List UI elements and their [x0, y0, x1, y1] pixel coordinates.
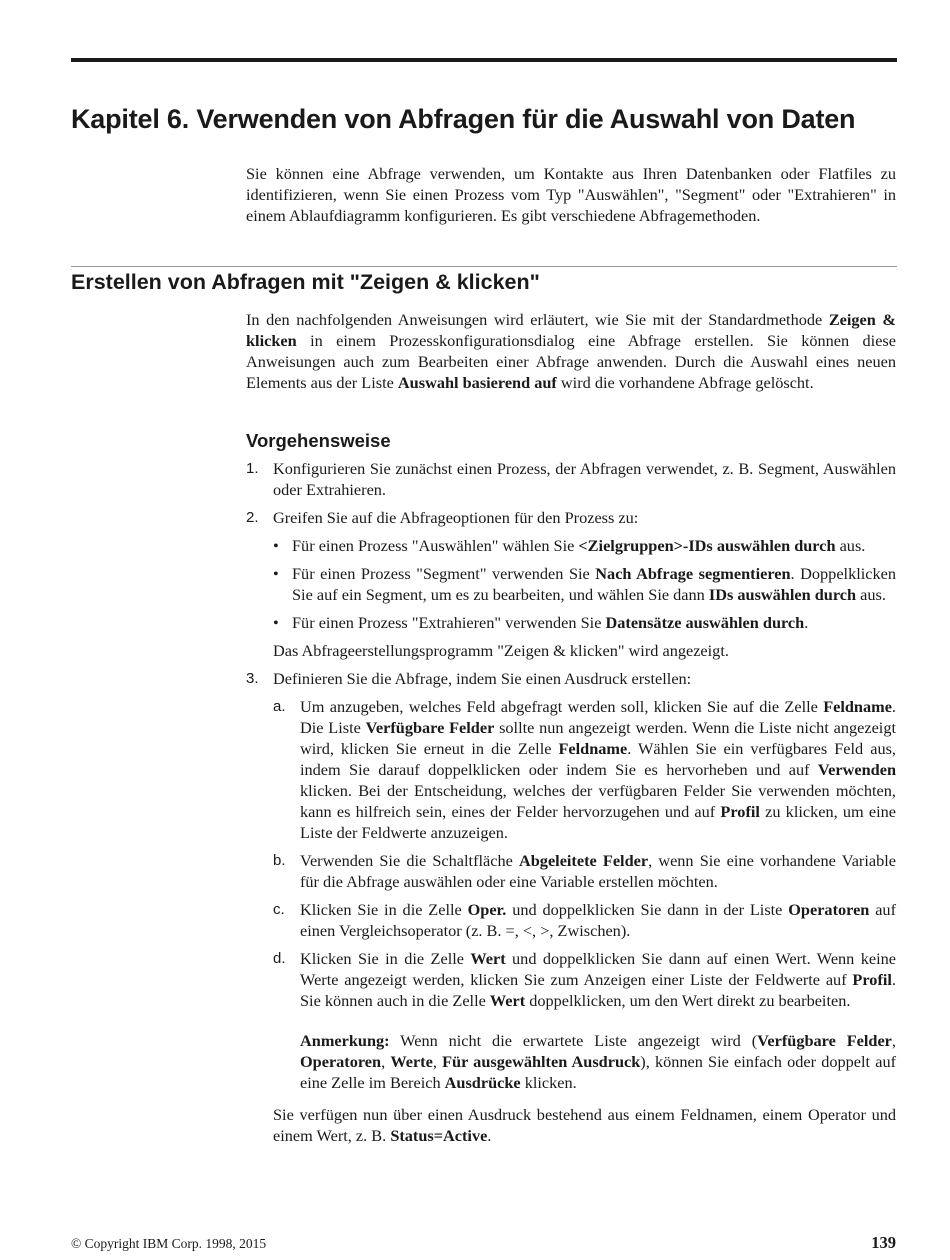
substep-d: [273, 948, 896, 1093]
step-1: [246, 458, 896, 500]
text-run: Für einen Prozess "Extrahieren" verwenden Sie: [292, 613, 606, 632]
step-number: 3.: [246, 670, 259, 687]
bold-term: Operatoren: [300, 1052, 382, 1071]
bold-term: Abgeleitete Felder: [518, 851, 649, 870]
bold-term: Datensätze auswählen durch: [605, 613, 805, 632]
text-run: klicken.: [520, 1073, 577, 1092]
text-run: . Sie können auch in die Zelle: [300, 970, 896, 1010]
text-run: In den nachfolgenden Anweisungen wird erläutert, wie Sie mit der Standardmethode: [246, 310, 829, 329]
text-run: Sie verfügen nun über einen Ausdruck bestehend aus einem Feldnamen, einem Operator und einem Wert, z. B.: [273, 1105, 896, 1145]
bold-term: Ausdrücke: [444, 1073, 521, 1092]
text-run: ,: [432, 1052, 443, 1071]
chapter-intro: Sie können eine Abfrage verwenden, um Kontakte aus Ihren Datenbanken oder Flatfiles zu identifizieren, wenn Sie einen Prozess vom Typ "Auswählen", "Segment" oder "Extrahieren" in einem Ablaufdiagramm konfigurieren. Es gibt verschiedene Abfragemethoden.: [246, 164, 896, 225]
bullet-item: [273, 535, 896, 556]
bold-term: Feldname: [558, 739, 628, 758]
chapter-title: Kapitel 6. Verwenden von Abfragen für die Auswahl von Daten: [71, 104, 856, 134]
bullet-item: [273, 612, 896, 633]
bold-term: <Zielgruppen>-IDs auswählen durch: [578, 536, 836, 555]
bold-term: Auswahl basierend auf: [397, 373, 557, 392]
bold-term: Oper.: [467, 900, 507, 919]
footer-copyright: © Copyright IBM Corp. 1998, 2015: [71, 1236, 267, 1251]
procedure-steps: [246, 458, 896, 1153]
text-run: . Doppelklicken Sie auf ein Segment, um es zu bearbeiten, und wählen Sie dann: [292, 564, 896, 604]
text-run: zu klicken, um eine Liste der Feldwerte anzuzeigen.: [300, 802, 896, 842]
text-run: Klicken Sie in die Zelle: [300, 900, 468, 919]
top-rule: [71, 58, 897, 62]
text-run: Verwenden Sie die Schaltfläche: [300, 851, 519, 870]
bullet-icon: •: [273, 536, 279, 555]
bold-term: Profil: [852, 970, 892, 989]
substep-letter: c.: [273, 901, 285, 918]
text-run: Um anzugeben, welches Feld abgefragt werden soll, klicken Sie auf die Zelle: [300, 697, 824, 716]
bold-term: Nach Abfrage segmentieren: [595, 564, 791, 583]
substep-text: [300, 899, 896, 941]
text-run: doppelklicken, um den Wert direkt zu bearbeiten.: [525, 991, 851, 1010]
substep-a: [273, 696, 896, 843]
text-run: sollte nun angezeigt werden. Wenn die Liste nicht angezeigt wird, klicken Sie erneut in die Zelle: [300, 718, 896, 758]
bold-term: Werte: [390, 1052, 433, 1071]
bold-term: Status=Active: [390, 1126, 488, 1145]
bold-term: Verfügbare Felder: [365, 718, 495, 737]
text-run: .: [804, 613, 809, 632]
step-3: [246, 668, 896, 1146]
bold-term: Feldname: [823, 697, 892, 716]
text-run: . Die Liste: [300, 697, 896, 737]
text-run: Für einen Prozess "Auswählen" wählen Sie: [292, 536, 579, 555]
substep-letter: d.: [273, 950, 286, 967]
bullet-item: [273, 563, 896, 605]
bold-term: Verwenden: [817, 760, 896, 779]
bold-term: Für ausgewählten Ausdruck: [442, 1052, 641, 1071]
text-run: in einem Prozesskonfigurationsdialog eine Abfrage erstellen. Sie können diese Anweisungen auch zum Bearbeiten einer Abfrage anwenden. Durch die Auswahl eines neuen Elements aus der Liste: [246, 331, 896, 392]
bold-term: Verfügbare Felder: [757, 1031, 892, 1050]
text-run: und doppelklicken Sie dann in der Liste: [506, 900, 789, 919]
text-run: aus.: [835, 536, 866, 555]
bullet-icon: •: [273, 564, 279, 583]
step-number: 1.: [246, 460, 259, 477]
step-result-text: Das Abfrageerstellungsprogramm "Zeigen & klicken" wird angezeigt.: [273, 641, 729, 660]
text-run: ), können Sie einfach oder doppelt auf eine Zelle im Bereich: [300, 1052, 897, 1092]
text-run: .: [487, 1126, 492, 1145]
bullet-text: [292, 535, 896, 556]
bold-term: Wert: [489, 991, 526, 1010]
section-rule: [71, 266, 897, 267]
text-run: aus.: [856, 585, 886, 604]
procedure-heading: Vorgehensweise: [246, 430, 391, 451]
bold-term: Profil: [720, 802, 760, 821]
bold-term: Wert: [470, 949, 506, 968]
step-text: Konfigurieren Sie zunächst einen Prozess, der Abfragen verwendet, z. B. Segment, Auswählen oder Extrahieren.: [273, 459, 896, 499]
substep-letter: b.: [273, 852, 286, 869]
note-label: Anmerkung:: [300, 1031, 390, 1050]
bullet-text: [292, 563, 896, 605]
page-number: 139: [871, 1233, 896, 1252]
step-result-text: [273, 1104, 896, 1146]
substep-text: [300, 850, 896, 892]
bold-term: Operatoren: [788, 900, 870, 919]
step-2: [246, 507, 896, 661]
text-run: und doppelklicken Sie dann auf einen Wert. Wenn keine Werte angezeigt werden, klicken Sie zum Anzeigen einer Liste der Feldwerte auf: [300, 949, 896, 989]
text-run: klicken. Bei der Entscheidung, welches der verfügbaren Felder Sie verwenden möchten, kann es hilfreich sein, eines der Felder hervorzugehen und auf: [300, 781, 896, 821]
text-run: auf einen Vergleichsoperator (z. B. =, <, >, Zwischen).: [300, 900, 896, 940]
text-run: ,: [381, 1052, 391, 1071]
section-intro: [246, 309, 896, 393]
substep-text: [300, 696, 896, 843]
substep-b: [273, 850, 896, 892]
step-number: 2.: [246, 509, 259, 526]
note-box: [300, 1030, 896, 1093]
bullet-text: [292, 612, 896, 633]
bold-term: IDs auswählen durch: [708, 585, 857, 604]
step-text: Definieren Sie die Abfrage, indem Sie einen Ausdruck erstellen:: [273, 669, 692, 688]
bullet-icon: •: [273, 613, 279, 632]
substep-c: [273, 899, 896, 941]
text-run: Wenn nicht die erwartete Liste angezeigt wird (: [389, 1031, 758, 1050]
substep-letter: a.: [273, 698, 286, 715]
text-run: Klicken Sie in die Zelle: [300, 949, 471, 968]
text-run: . Wählen Sie ein verfügbares Feld aus, indem Sie darauf doppelklicken oder indem Sie es hervorheben und auf: [300, 739, 896, 779]
text-run: , wenn Sie eine vorhandene Variable für die Abfrage auswählen oder eine Variable erstellen möchten.: [300, 851, 896, 891]
text-run: Für einen Prozess "Segment" verwenden Sie: [292, 564, 596, 583]
text-run: wird die vorhandene Abfrage gelöscht.: [556, 373, 814, 392]
text-run: ,: [891, 1031, 896, 1050]
step-text: Greifen Sie auf die Abfrageoptionen für den Prozess zu:: [273, 508, 639, 527]
section-title: Erstellen von Abfragen mit "Zeigen & klicken": [71, 270, 540, 294]
bold-term: Zeigen & klicken: [246, 310, 896, 350]
substep-text: [300, 948, 896, 1011]
